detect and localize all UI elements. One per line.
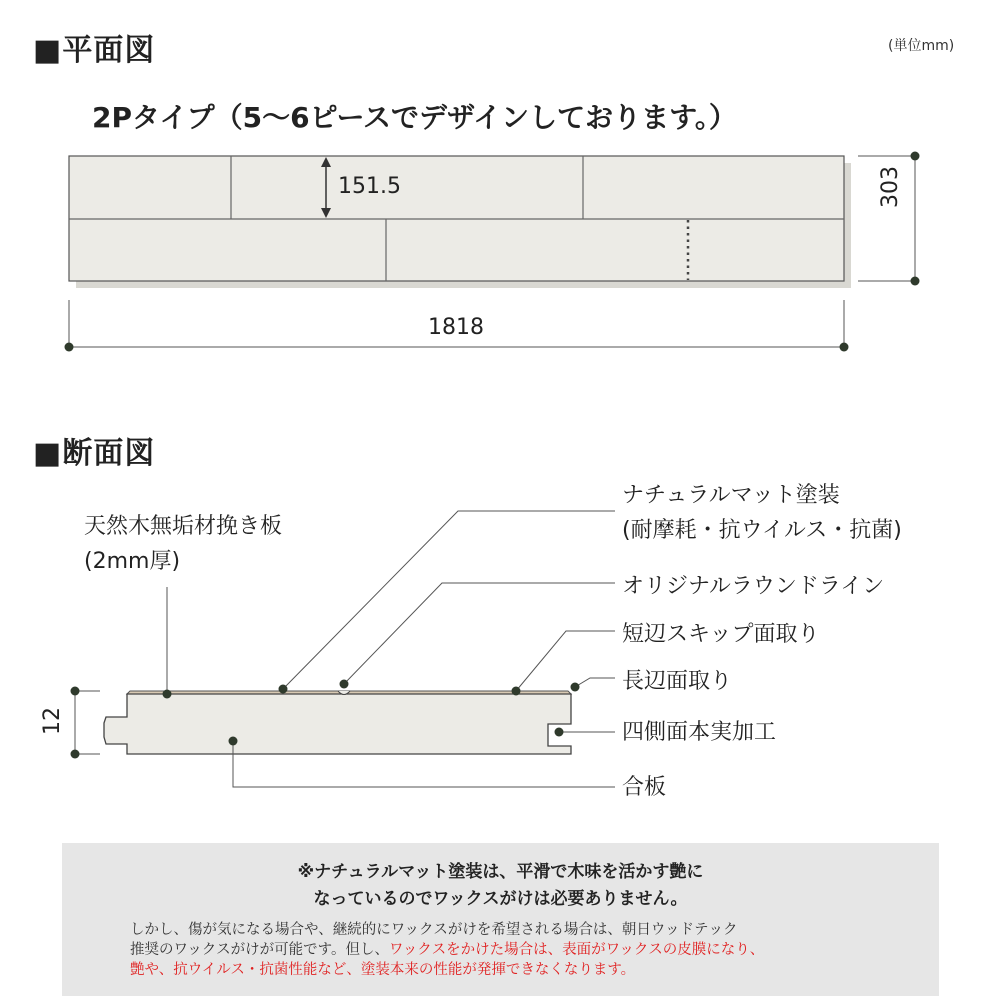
label-tongue-groove: 四側面本実加工 <box>622 720 777 745</box>
note-body-line2 <box>130 938 764 959</box>
leader-dot <box>340 680 349 689</box>
unit-label: (単位mm) <box>888 38 955 54</box>
dim-dot <box>840 343 849 352</box>
section-plywood <box>104 694 571 754</box>
label-round-line: オリジナルラウンドライン <box>622 574 885 599</box>
note-warning-line3: 艶や、抗ウイルス・抗菌性能など、塗装本来の性能が発揮できなくなります。 <box>130 962 636 978</box>
section-heading: ■断面図 <box>33 436 156 471</box>
label-veneer-thickness: (2mm厚) <box>84 549 181 574</box>
label-veneer: 天然木無垢材挽き板 <box>84 514 283 539</box>
dim-label-length: 1818 <box>428 315 484 340</box>
dim-dot <box>65 343 74 352</box>
plan-heading: ■平面図 <box>33 33 156 68</box>
leader-short-chamfer <box>516 631 615 691</box>
leader-dot <box>279 685 288 694</box>
note-body-line1: しかし、傷が気になる場合や、継続的にワックスがけを希望される場合は、朝日ウッドテック <box>130 922 738 938</box>
leader-dot <box>163 690 172 699</box>
label-plywood: 合板 <box>622 775 667 800</box>
note-box <box>62 843 939 996</box>
leader-round-line <box>344 583 615 684</box>
leader-coating <box>283 511 615 689</box>
dim-dot <box>911 277 920 286</box>
dim-label-thickness: 12 <box>40 707 65 735</box>
dim-dot <box>71 687 80 696</box>
leader-dot <box>229 737 238 746</box>
leader-dot <box>571 683 580 692</box>
label-coating-features: (耐摩耗・抗ウイルス・抗菌) <box>622 518 902 543</box>
label-coating: ナチュラルマット塗装 <box>622 483 840 508</box>
dim-dot <box>911 152 920 161</box>
note-warning-line2: ワックスをかけた場合は、表面がワックスの皮膜になり、 <box>388 942 765 958</box>
leader-dot <box>555 728 564 737</box>
dim-label-total-width: 303 <box>878 166 903 208</box>
note-heading-line1: ※ナチュラルマット塗装は、平滑で木味を活かす艶に <box>297 862 704 882</box>
leader-long-chamfer <box>575 678 615 687</box>
label-short-chamfer: 短辺スキップ面取り <box>622 622 820 647</box>
leader-dot <box>512 687 521 696</box>
note-body-line2-normal: 推奨のワックスがけが可能です。但し、 <box>130 942 389 958</box>
dim-dot <box>71 750 80 759</box>
note-heading-line2: なっているのでワックスがけは必要ありません。 <box>313 889 688 909</box>
label-long-chamfer: 長辺面取り <box>622 669 733 694</box>
plan-subtitle: 2Pタイプ（5〜6ピースでデザインしております。） <box>92 101 737 134</box>
dim-label-piece: 151.5 <box>338 174 401 199</box>
